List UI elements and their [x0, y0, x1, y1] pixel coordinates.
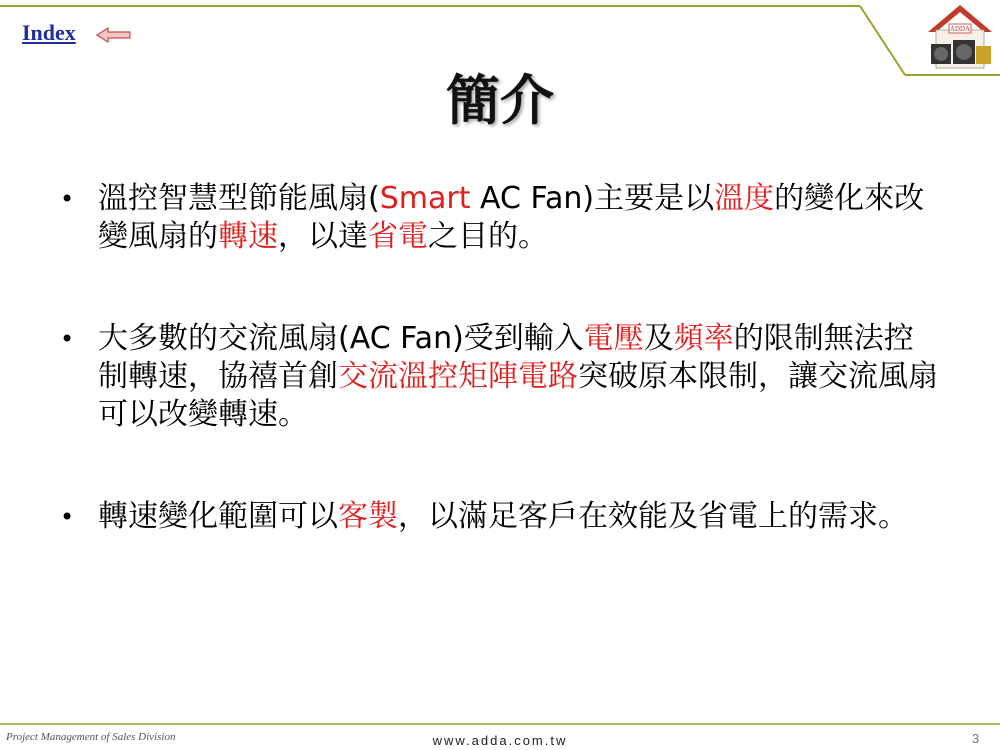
highlighted-text: 頻率 — [673, 321, 734, 356]
bullet-item — [60, 180, 940, 256]
highlighted-text: 轉速 — [218, 219, 278, 254]
page-title: 簡介 — [446, 69, 554, 132]
bullet-item — [60, 320, 940, 434]
bullet-text: ，以滿足客戶在效能及省電上的需求。 — [398, 499, 908, 534]
bullet-text: 及 — [643, 321, 674, 356]
page-number: 3 — [972, 731, 980, 746]
highlighted-text: 交流溫控矩陣電路 — [338, 359, 578, 394]
bullet-text: 轉速變化範圍可以 — [98, 499, 338, 534]
bullet-text: ，以達 — [278, 219, 368, 254]
highlighted-text: 溫度 — [714, 181, 775, 216]
highlighted-text: 客製 — [338, 499, 398, 534]
bullet-text: 突破原本限制，讓交流風扇可以改變轉速。 — [98, 359, 938, 432]
highlighted-text: Smart — [379, 181, 471, 216]
bullet-list — [60, 180, 940, 536]
bullet-item — [60, 498, 940, 536]
bullet-dot-icon: • — [60, 185, 75, 213]
footer-url: www.adda.com.tw — [432, 733, 568, 748]
bullet-text: AC Fan)主要是以 — [470, 181, 715, 216]
logo-text: ADDA — [949, 25, 971, 33]
bullet-text: 大多數的交流風扇(AC Fan)受到輸入 — [98, 321, 584, 356]
bullet-text: 的變化來改變風扇的 — [98, 181, 925, 254]
left-arrow-icon[interactable] — [96, 27, 132, 43]
bullet-text: 之目的。 — [428, 219, 548, 254]
index-link[interactable]: Index — [22, 20, 76, 45]
highlighted-text: 省電 — [368, 219, 428, 254]
bullet-text: 的限制無法控制轉速，協禧首創 — [98, 321, 914, 394]
bullet-dot-icon: • — [60, 503, 75, 531]
bullet-text: 溫控智慧型節能風扇( — [98, 181, 380, 216]
bullet-dot-icon: • — [60, 325, 75, 353]
footer-division: Project Management of Sales Division — [6, 731, 176, 743]
highlighted-text: 電壓 — [583, 321, 644, 356]
